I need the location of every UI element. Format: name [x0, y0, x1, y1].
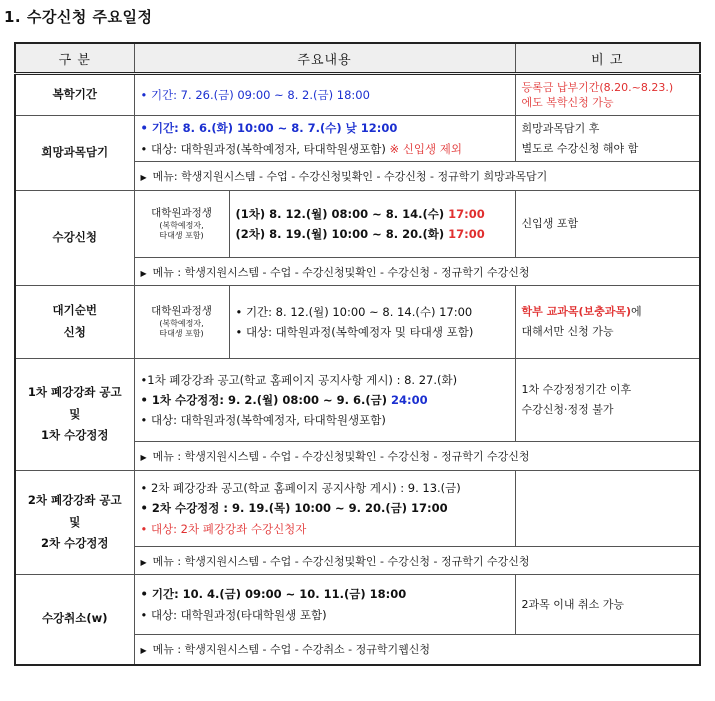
notice-line: • 2차 폐강강좌 공고(학교 홈페이지 공지사항 게시) : 9. 13.(금) — [140, 481, 461, 496]
note-line: 희망과목담기 후 — [521, 121, 600, 135]
content-cell — [134, 575, 515, 635]
category-cell — [15, 286, 134, 359]
category-line: 1차 폐강강좌 공고 — [27, 384, 122, 399]
category-line: 2차 폐강강좌 공고 — [27, 492, 122, 507]
target-line: • 대상: 대학원과정(복학예정자, 타대학원생포함) — [140, 413, 386, 428]
note-line: 수강신청·정정 불가 — [521, 403, 614, 416]
menu-path — [134, 635, 700, 665]
round2-line — [236, 224, 509, 244]
group-sub: (복학예정자, — [159, 318, 204, 328]
header-content: 주요내용 — [134, 43, 515, 74]
header-note: 비 고 — [515, 43, 700, 74]
note-cell — [515, 74, 700, 116]
content-cell — [229, 286, 515, 359]
menu-text: 메뉴 : 학생지원시스템 - 수업 - 수강신청및확인 - 수강신청 - 정규학기 수강신청 — [152, 450, 530, 463]
note-line — [522, 302, 694, 322]
header-category: 구 분 — [15, 43, 134, 74]
period-line: • 기간: 8. 6.(화) 10:00 ~ 8. 7.(수) 낮 12:00 — [140, 121, 398, 136]
group-label: 대학원과정생 — [151, 305, 212, 318]
note-highlight: 학부 교과목(보충과목) — [521, 305, 632, 319]
category-cell: 수강취소(w) — [15, 575, 134, 665]
note-cell — [515, 471, 700, 547]
period-line: • 기간: 7. 26.(금) 09:00 ~ 8. 2.(금) 18:00 — [140, 87, 370, 102]
triangle-right-icon: ▶ — [140, 268, 147, 278]
category-cell: 희망과목담기 — [15, 116, 134, 191]
round1-end: 17:00 — [448, 206, 485, 221]
category-cell — [15, 359, 134, 471]
menu-text: 메뉴 : 학생지원시스템 - 수업 - 수강신청및확인 - 수강신청 - 정규학기 수강신청 — [152, 554, 530, 568]
content-cell — [134, 359, 515, 442]
category-line: 대기순번 — [52, 303, 97, 318]
category-line: 및 — [69, 514, 81, 529]
correction-line: • 2차 수강정정 : 9. 19.(목) 10:00 ~ 9. 20.(금) 17:00 — [140, 501, 448, 516]
group-cell — [134, 286, 229, 359]
category-line: 신청 — [63, 325, 86, 339]
triangle-right-icon: ▶ — [140, 646, 147, 656]
note-line: 별도로 수강신청 해야 함 — [521, 141, 639, 155]
target-line: • 대상: 2차 폐강강좌 수강신청자 — [140, 521, 307, 536]
exclude-note: ※ 신입생 제외 — [385, 141, 462, 156]
group-sub: 타대생 포함) — [159, 328, 204, 338]
note-line: 대해서만 신청 가능 — [521, 325, 614, 338]
table-row — [15, 575, 700, 635]
group-label: 대학원과정생 — [151, 207, 212, 220]
category-line: 1차 수강정정 — [40, 428, 109, 443]
round2-end: 17:00 — [448, 227, 485, 241]
note-cell — [515, 116, 700, 162]
category-line: 2차 수강정정 — [40, 536, 109, 551]
table-row — [15, 286, 700, 359]
triangle-right-icon: ▶ — [140, 557, 147, 567]
menu-path — [134, 547, 700, 575]
category-cell: 복학기간 — [15, 74, 134, 116]
table-row — [15, 74, 700, 116]
note-cell — [515, 286, 700, 359]
table-row — [15, 116, 700, 162]
category-cell — [15, 471, 134, 575]
content-cell — [134, 74, 515, 116]
table-row — [15, 359, 700, 442]
content-cell — [229, 191, 515, 258]
target-line — [141, 139, 509, 159]
correction-end: 24:00 — [391, 392, 428, 407]
target-text: • 대상: 대학원과정(복학예정자, 타대학원생포함) — [140, 141, 386, 156]
round1-line — [236, 204, 509, 224]
category-line: 및 — [69, 406, 81, 421]
table-row — [15, 191, 700, 258]
menu-text: 메뉴 : 학생지원시스템 - 수업 - 수강신청및확인 - 수강신청 - 정규학기 수강신청 — [152, 265, 530, 279]
notice-line: •1차 폐강강좌 공고(학교 홈페이지 공지사항 게시) : 8. 27.(화) — [140, 372, 458, 387]
note-text: 에 — [631, 305, 642, 319]
menu-path — [134, 258, 700, 286]
target-line: • 대상: 대학원과정(복학예정자 및 타대생 포함) — [235, 325, 474, 339]
note-line: 등록금 납부기간(8.20.~8.23.) — [521, 80, 674, 94]
period-line: • 기간: 10. 4.(금) 09:00 ~ 10. 11.(금) 18:00 — [140, 587, 407, 602]
note-cell: 신입생 포함 — [515, 191, 700, 258]
note-line: 1차 수강정정기간 이후 — [521, 383, 632, 397]
triangle-right-icon: ▶ — [140, 173, 147, 182]
group-sub: 타대생 포함) — [159, 230, 204, 240]
note-line: 에도 복학신청 가능 — [521, 96, 614, 109]
category-cell: 수강신청 — [15, 191, 134, 286]
correction-line — [141, 390, 509, 410]
section-title: 1. 수강신청 주요일정 — [4, 8, 153, 26]
schedule-table — [14, 42, 701, 666]
menu-path — [134, 442, 700, 471]
content-cell — [134, 116, 515, 162]
menu-path — [134, 162, 700, 191]
menu-text: 메뉴: 학생지원시스템 - 수업 - 수강신청및확인 - 수강신청 - 정규학기 희망과목담기 — [152, 170, 548, 183]
table-row — [15, 471, 700, 547]
header-row — [15, 43, 700, 74]
note-cell — [515, 359, 700, 442]
group-sub: (복학예정자, — [159, 220, 204, 230]
correction-text: • 1차 수강정정: 9. 2.(월) 08:00 ~ 9. 6.(금) — [140, 392, 391, 407]
note-cell: 2과목 이내 취소 가능 — [515, 575, 700, 635]
round2-text: (2차) 8. 19.(월) 10:00 ~ 8. 20.(화) — [235, 227, 449, 241]
triangle-right-icon: ▶ — [140, 453, 147, 462]
round1-text: (1차) 8. 12.(월) 08:00 ~ 8. 14.(수) — [235, 206, 449, 221]
target-line: • 대상: 대학원과정(타대학원생 포함) — [140, 607, 327, 622]
period-line: • 기간: 8. 12.(월) 10:00 ~ 8. 14.(수) 17:00 — [235, 304, 473, 319]
content-cell — [134, 471, 515, 547]
group-cell — [134, 191, 229, 258]
menu-text: 메뉴 : 학생지원시스템 - 수업 - 수강취소 - 정규학기웹신청 — [152, 643, 431, 657]
